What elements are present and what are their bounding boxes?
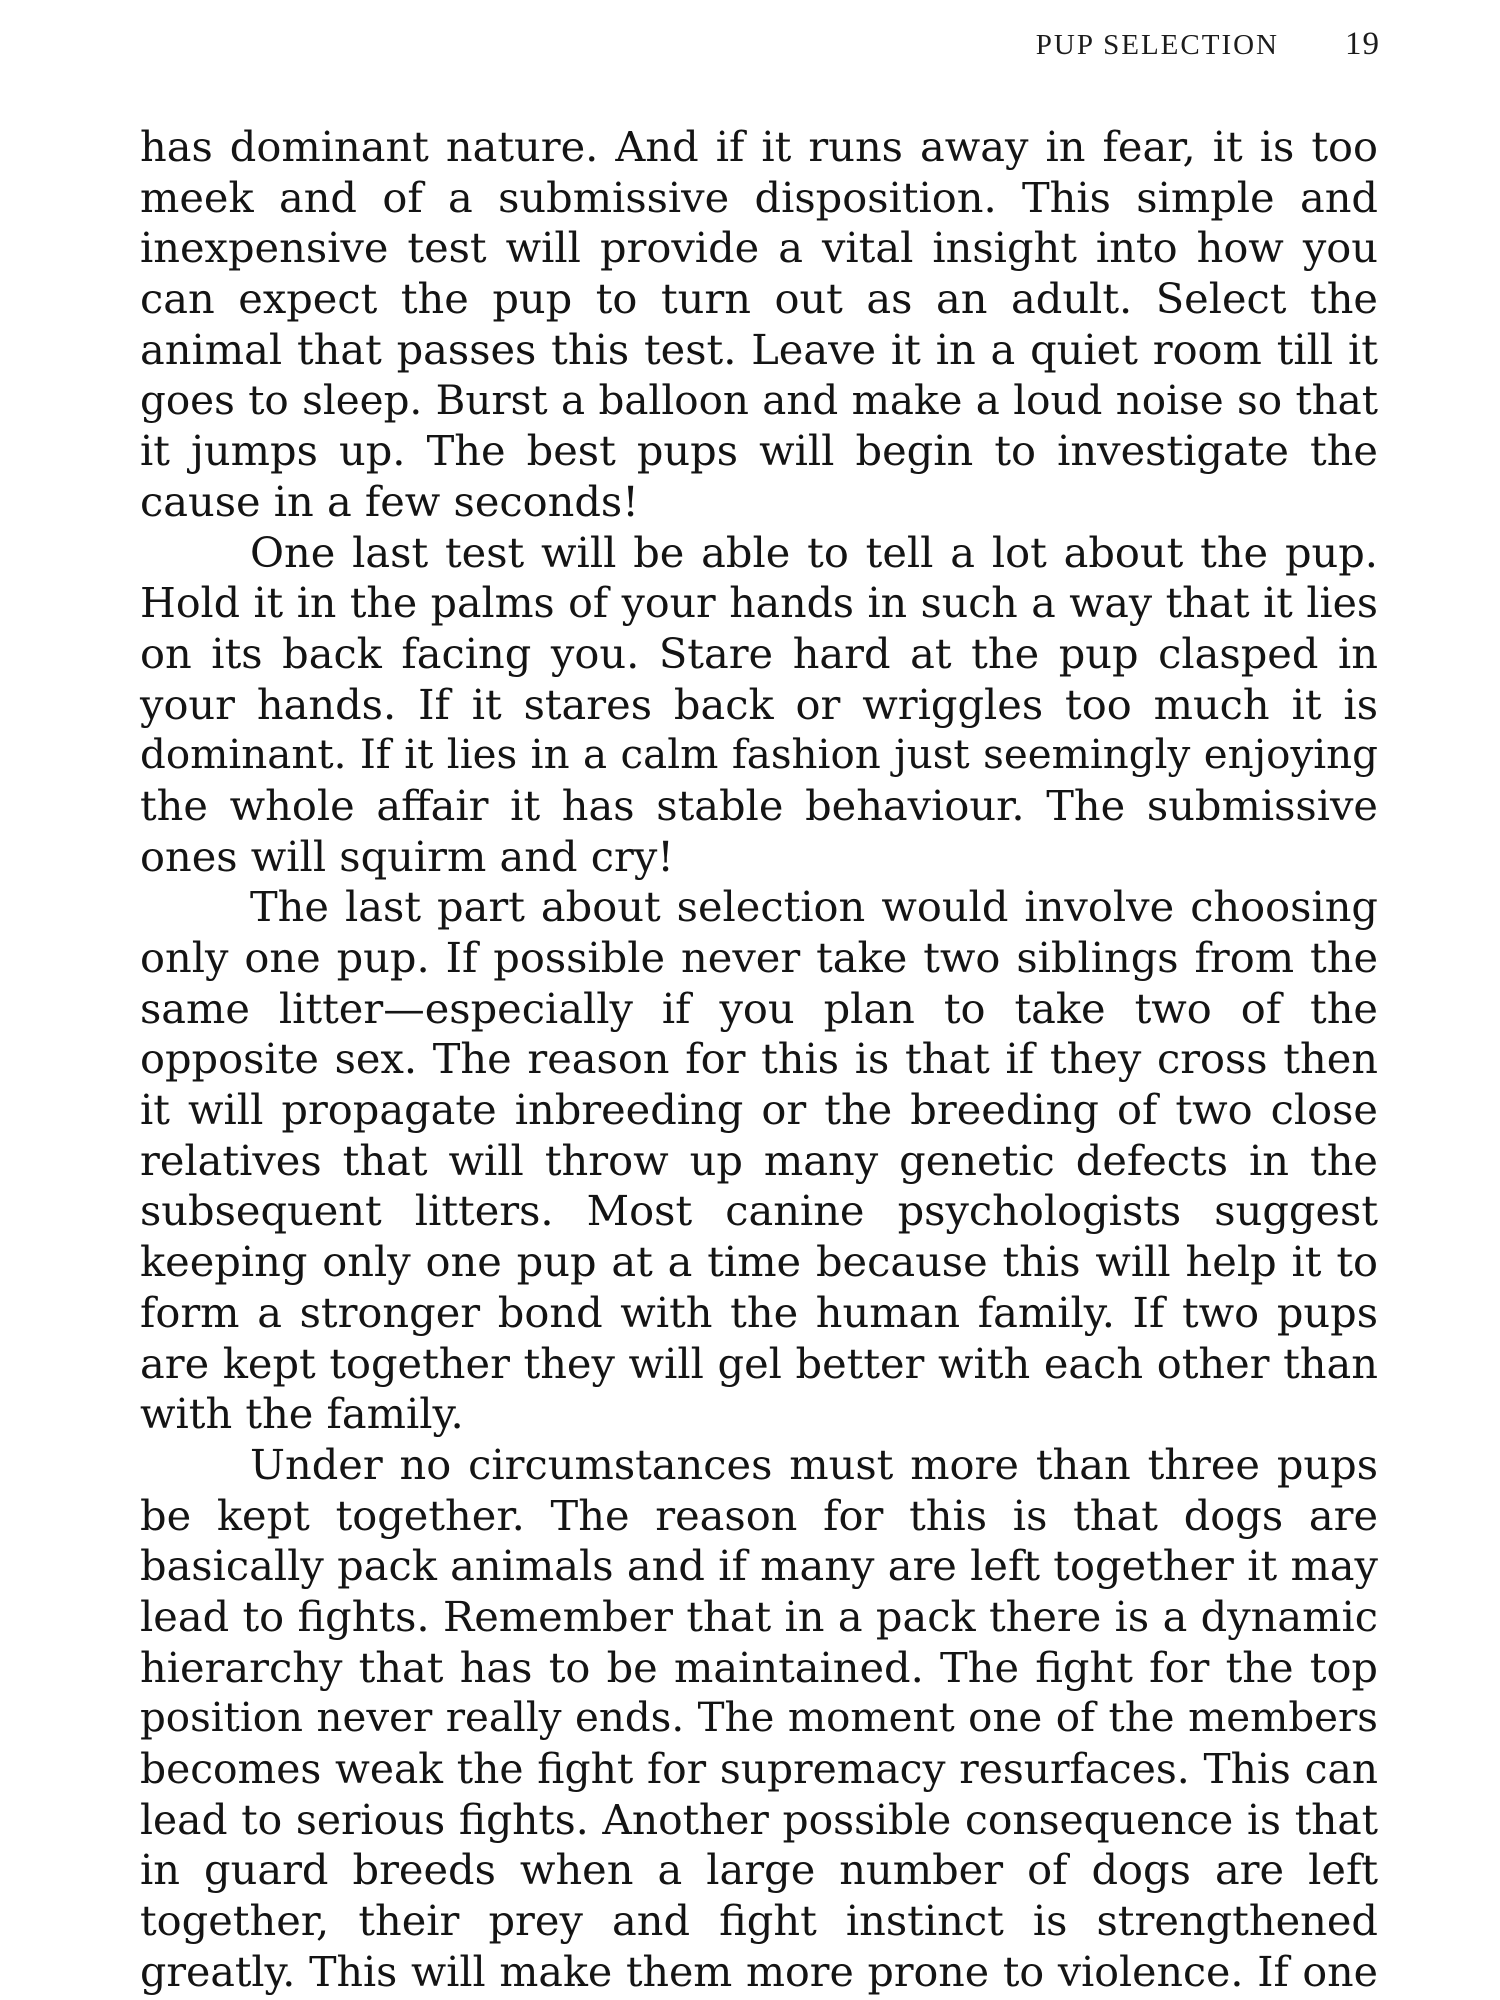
paragraph <box>140 1440 1378 1998</box>
running-title: PUP SELECTION <box>1035 29 1279 61</box>
paragraph <box>140 882 1378 1440</box>
text-line: dominant. If it lies in a calm fashion just seemingly enjoying <box>140 731 1378 779</box>
text-line: basically pack animals and if many are left together it may <box>140 1541 1378 1591</box>
text-line: opposite sex. The reason for this is that if they cross then <box>140 1034 1378 1084</box>
text-line: One last test will be able to tell a lot about the pup. <box>250 527 1378 577</box>
text-line: The last part about selection would involve choosing <box>250 882 1378 932</box>
text-line: only one pup. If possible never take two siblings from the <box>140 933 1378 982</box>
text-line: Under no circumstances must more than three pups <box>250 1439 1378 1489</box>
text-line: be kept together. The reason for this is that dogs are <box>140 1490 1378 1540</box>
text-line: the whole affair it has stable behaviour. The submissive <box>140 780 1378 830</box>
text-line: it jumps up. The best pups will begin to investigate the <box>140 426 1378 476</box>
text-line: has dominant nature. And if it runs away in fear, it is too <box>140 122 1378 171</box>
text-line: it will propagate inbreeding or the breeding of two close <box>140 1085 1378 1135</box>
text-line: hierarchy that has to be maintained. The fight for the top <box>140 1642 1378 1692</box>
text-line: form a stronger bond with the human family. If two pups <box>140 1287 1378 1337</box>
text-line: can expect the pup to turn out as an adult. Select the <box>140 274 1378 324</box>
text-line: cause in a few seconds! <box>140 476 639 526</box>
text-line: greatly. This will make them more prone to violence. If one <box>140 1947 1378 1996</box>
text-line: lead to serious fights. Another possible consequence is that <box>140 1795 1378 1844</box>
text-line: on its back facing you. Stare hard at the pup clasped in <box>140 628 1378 678</box>
text-line: goes to sleep. Burst a balloon and make a loud noise so that <box>140 376 1378 425</box>
text-line: keeping only one pup at a time because this will help it to <box>140 1237 1378 1287</box>
text-line: with the family. <box>140 1389 464 1439</box>
text-line: meek and of a submissive disposition. This simple and <box>140 172 1378 222</box>
text-line: lead to fights. Remember that in a pack there is a dynamic <box>140 1591 1378 1641</box>
text-line: ones will squirm and cry! <box>140 831 674 881</box>
paragraph <box>140 122 1378 528</box>
text-line: subsequent litters. Most canine psychologists suggest <box>140 1186 1378 1236</box>
text-line: Hold it in the palms of your hands in such a way that it lies <box>140 579 1378 628</box>
text-line: inexpensive test will provide a vital insight into how you <box>140 223 1378 273</box>
text-line: relatives that will throw up many genetic defects in the <box>140 1135 1378 1185</box>
text-line: same litter—especially if you plan to take two of the <box>140 983 1378 1033</box>
text-line: are kept together they will gel better with each other than <box>140 1338 1378 1388</box>
text-line: in guard breeds when a large number of dogs are left <box>140 1845 1378 1895</box>
text-line: together, their prey and fight instinct is strengthened <box>140 1896 1378 1946</box>
body-text <box>140 122 1378 1997</box>
paragraph <box>140 528 1378 883</box>
page-number: 19 <box>1345 26 1380 62</box>
text-line: your hands. If it stares back or wriggles too much it is <box>140 679 1378 729</box>
text-line: animal that passes this test. Leave it in a quiet room till it <box>140 324 1378 374</box>
text-line: position never really ends. The moment one of the members <box>140 1694 1378 1742</box>
running-head <box>1036 26 1380 63</box>
text-line: becomes weak the fight for supremacy resurfaces. This can <box>140 1745 1378 1793</box>
